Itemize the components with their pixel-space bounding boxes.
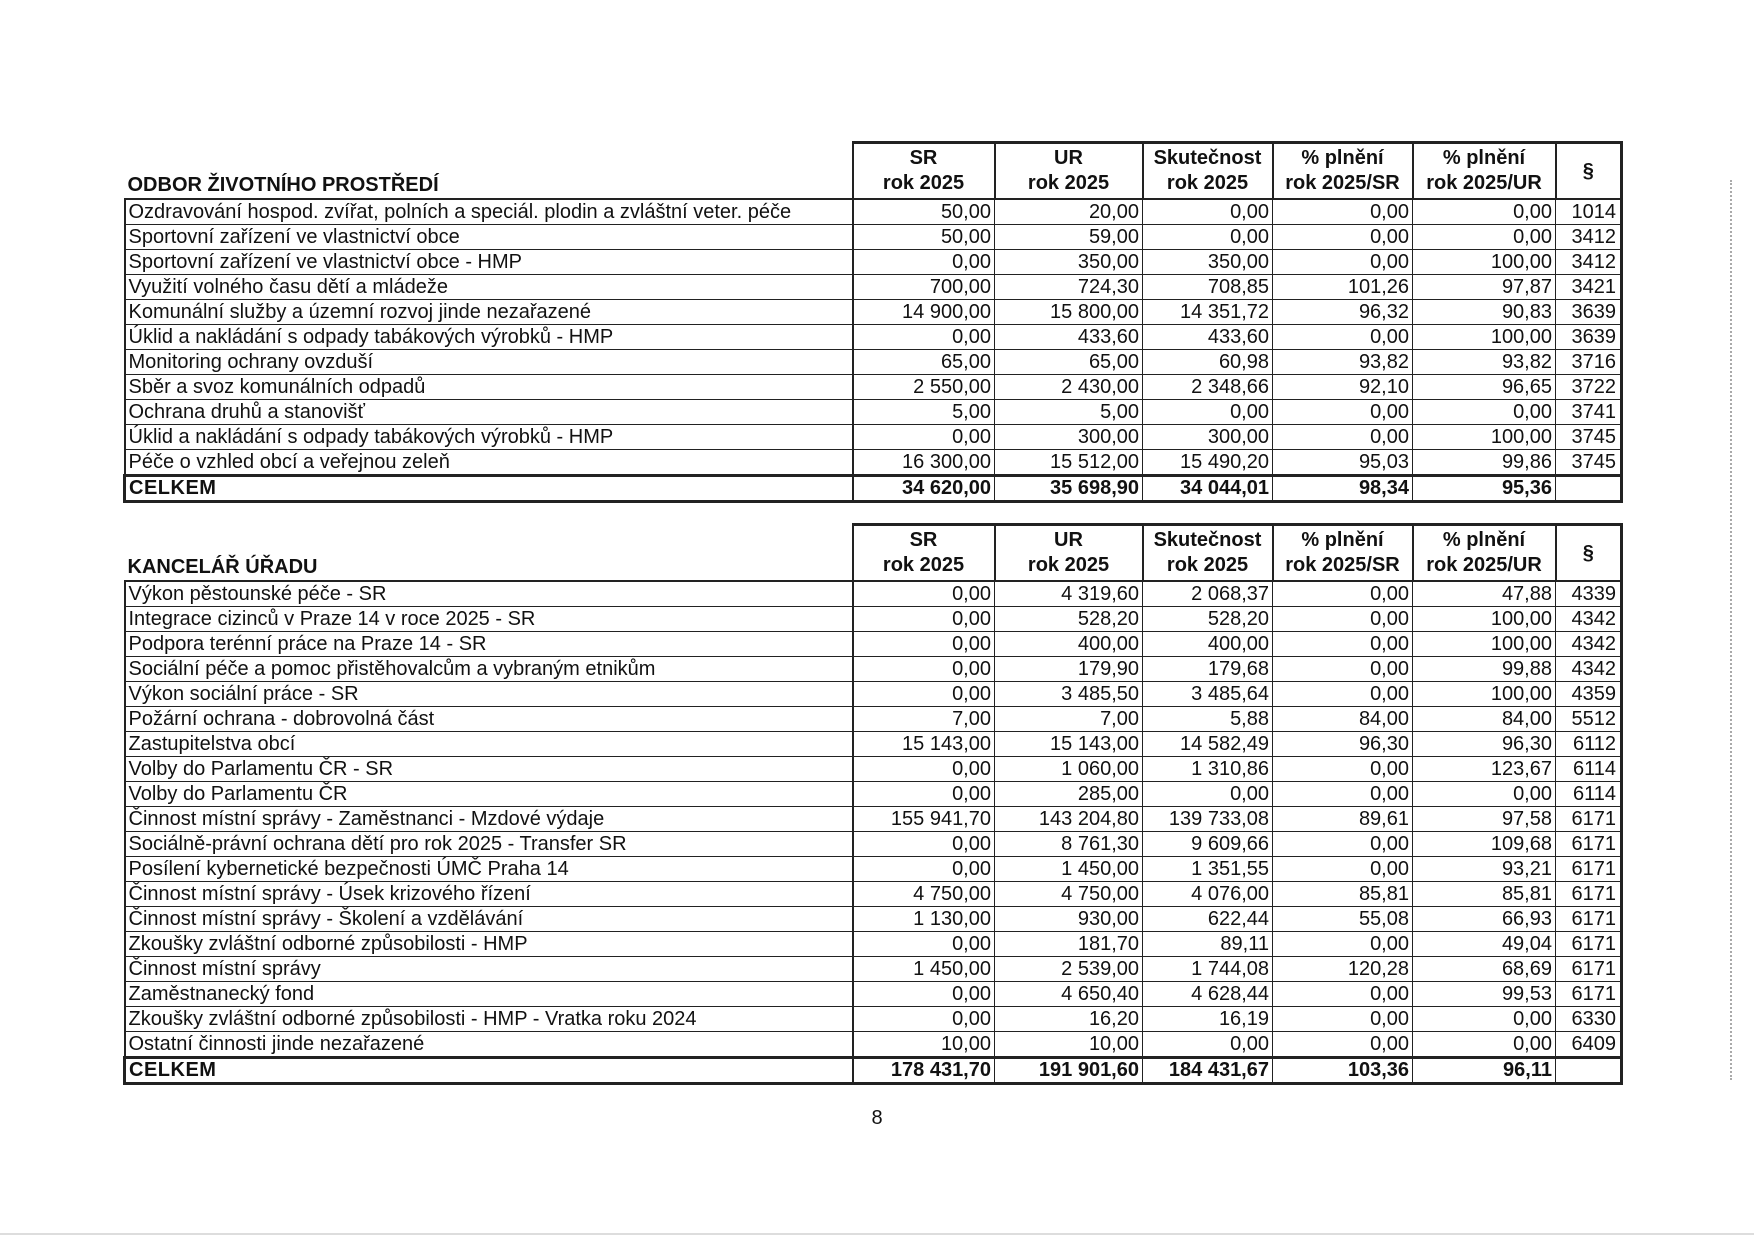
cell-ur: 15 800,00	[995, 300, 1143, 325]
cell-paragraph: 6171	[1556, 932, 1622, 957]
cell-pct-sr: 93,82	[1273, 350, 1413, 375]
cell-pct-ur: 123,67	[1413, 757, 1556, 782]
cell-pct-ur: 0,00	[1413, 1007, 1556, 1032]
total-pct-ur: 96,11	[1413, 1058, 1556, 1084]
total-skut: 34 044,01	[1143, 476, 1273, 502]
row-label: Péče o vzhled obcí a veřejnou zeleň	[125, 450, 853, 476]
cell-pct-sr: 96,32	[1273, 300, 1413, 325]
cell-pct-ur: 96,30	[1413, 732, 1556, 757]
cell-sr: 15 143,00	[853, 732, 995, 757]
cell-paragraph: 1014	[1556, 199, 1622, 225]
cell-sr: 50,00	[853, 225, 995, 250]
total-ur: 191 901,60	[995, 1058, 1143, 1084]
cell-skut: 400,00	[1143, 632, 1273, 657]
row-label: Sběr a svoz komunálních odpadů	[125, 375, 853, 400]
cell-paragraph: 3639	[1556, 300, 1622, 325]
table-header-row	[125, 525, 1622, 582]
row-label: Činnost místní správy - Úsek krizového řízení	[125, 882, 853, 907]
table-header-row	[125, 143, 1622, 200]
cell-paragraph: 6112	[1556, 732, 1622, 757]
table-row	[125, 807, 1622, 832]
cell-sr: 10,00	[853, 1032, 995, 1058]
column-header-pct-ur: % plnění rok 2025/UR	[1413, 143, 1556, 200]
cell-ur: 15 512,00	[995, 450, 1143, 476]
cell-ur: 143 204,80	[995, 807, 1143, 832]
cell-paragraph: 6171	[1556, 982, 1622, 1007]
total-row	[125, 476, 1622, 502]
cell-paragraph: 4342	[1556, 607, 1622, 632]
cell-ur: 350,00	[995, 250, 1143, 275]
cell-ur: 433,60	[995, 325, 1143, 350]
column-header-skutecnost: Skutečnost rok 2025	[1143, 525, 1273, 582]
cell-pct-ur: 109,68	[1413, 832, 1556, 857]
row-label: Využití volného času dětí a mládeže	[125, 275, 853, 300]
cell-paragraph: 4342	[1556, 632, 1622, 657]
row-label: Úklid a nakládání s odpady tabákových výrobků - HMP	[125, 325, 853, 350]
cell-ur: 3 485,50	[995, 682, 1143, 707]
table-row	[125, 707, 1622, 732]
cell-pct-ur: 97,58	[1413, 807, 1556, 832]
table-row	[125, 632, 1622, 657]
cell-pct-sr: 0,00	[1273, 932, 1413, 957]
cell-paragraph: 6171	[1556, 957, 1622, 982]
cell-pct-ur: 84,00	[1413, 707, 1556, 732]
cell-skut: 3 485,64	[1143, 682, 1273, 707]
table-row	[125, 757, 1622, 782]
cell-pct-ur: 99,53	[1413, 982, 1556, 1007]
table-row	[125, 732, 1622, 757]
total-paragraph-empty	[1556, 1058, 1622, 1084]
cell-sr: 1 450,00	[853, 957, 995, 982]
table-row	[125, 857, 1622, 882]
total-sr: 178 431,70	[853, 1058, 995, 1084]
total-label: CELKEM	[125, 476, 853, 502]
cell-pct-sr: 0,00	[1273, 782, 1413, 807]
column-header-paragraph: §	[1556, 143, 1622, 200]
table-row	[125, 657, 1622, 682]
column-header-pct-sr: % plnění rok 2025/SR	[1273, 143, 1413, 200]
cell-skut: 0,00	[1143, 782, 1273, 807]
cell-skut: 300,00	[1143, 425, 1273, 450]
cell-sr: 0,00	[853, 982, 995, 1007]
cell-ur: 724,30	[995, 275, 1143, 300]
total-pct-ur: 95,36	[1413, 476, 1556, 502]
cell-sr: 0,00	[853, 932, 995, 957]
row-label: Sociálně-právní ochrana dětí pro rok 2025 - Transfer SR	[125, 832, 853, 857]
cell-sr: 0,00	[853, 581, 995, 607]
cell-ur: 528,20	[995, 607, 1143, 632]
cell-sr: 16 300,00	[853, 450, 995, 476]
row-label: Volby do Parlamentu ČR	[125, 782, 853, 807]
row-label: Činnost místní správy - Zaměstnanci - Mzdové výdaje	[125, 807, 853, 832]
section-title: ODBOR ŽIVOTNÍHO PROSTŘEDÍ	[125, 143, 853, 200]
cell-ur: 4 750,00	[995, 882, 1143, 907]
cell-pct-sr: 0,00	[1273, 250, 1413, 275]
cell-pct-ur: 49,04	[1413, 932, 1556, 957]
cell-pct-ur: 0,00	[1413, 782, 1556, 807]
table-row	[125, 275, 1622, 300]
table-row	[125, 1007, 1622, 1032]
cell-paragraph: 3745	[1556, 425, 1622, 450]
cell-sr: 65,00	[853, 350, 995, 375]
cell-pct-ur: 100,00	[1413, 425, 1556, 450]
row-label: Zkoušky zvláštní odborné způsobilosti - HMP - Vratka roku 2024	[125, 1007, 853, 1032]
column-header-sr: SR rok 2025	[853, 143, 995, 200]
cell-ur: 59,00	[995, 225, 1143, 250]
cell-sr: 700,00	[853, 275, 995, 300]
cell-pct-sr: 0,00	[1273, 857, 1413, 882]
total-label: CELKEM	[125, 1058, 853, 1084]
row-label: Monitoring ochrany ovzduší	[125, 350, 853, 375]
column-header-sr: SR rok 2025	[853, 525, 995, 582]
cell-paragraph: 6114	[1556, 782, 1622, 807]
cell-pct-sr: 0,00	[1273, 632, 1413, 657]
cell-skut: 1 744,08	[1143, 957, 1273, 982]
row-label: Sportovní zařízení ve vlastnictví obce - HMP	[125, 250, 853, 275]
cell-pct-ur: 93,21	[1413, 857, 1556, 882]
cell-pct-sr: 85,81	[1273, 882, 1413, 907]
cell-skut: 2 348,66	[1143, 375, 1273, 400]
cell-pct-ur: 100,00	[1413, 682, 1556, 707]
column-header-ur: UR rok 2025	[995, 143, 1143, 200]
cell-sr: 0,00	[853, 325, 995, 350]
cell-skut: 0,00	[1143, 225, 1273, 250]
cell-sr: 0,00	[853, 632, 995, 657]
cell-skut: 1 351,55	[1143, 857, 1273, 882]
column-header-skutecnost: Skutečnost rok 2025	[1143, 143, 1273, 200]
cell-sr: 0,00	[853, 832, 995, 857]
cell-pct-sr: 0,00	[1273, 400, 1413, 425]
cell-paragraph: 6171	[1556, 907, 1622, 932]
column-header-paragraph: §	[1556, 525, 1622, 582]
cell-ur: 20,00	[995, 199, 1143, 225]
cell-ur: 2 430,00	[995, 375, 1143, 400]
cell-skut: 14 582,49	[1143, 732, 1273, 757]
cell-skut: 15 490,20	[1143, 450, 1273, 476]
cell-skut: 9 609,66	[1143, 832, 1273, 857]
cell-skut: 4 076,00	[1143, 882, 1273, 907]
cell-sr: 0,00	[853, 657, 995, 682]
row-label: Ostatní činnosti jinde nezařazené	[125, 1032, 853, 1058]
cell-ur: 4 650,40	[995, 982, 1143, 1007]
cell-pct-ur: 100,00	[1413, 325, 1556, 350]
table-row	[125, 400, 1622, 425]
cell-sr: 0,00	[853, 425, 995, 450]
cell-pct-ur: 100,00	[1413, 607, 1556, 632]
total-row	[125, 1058, 1622, 1084]
cell-ur: 4 319,60	[995, 581, 1143, 607]
row-label: Činnost místní správy	[125, 957, 853, 982]
table-row	[125, 450, 1622, 476]
total-pct-sr: 103,36	[1273, 1058, 1413, 1084]
table-row	[125, 225, 1622, 250]
cell-paragraph: 3421	[1556, 275, 1622, 300]
row-label: Ochrana druhů a stanovišť	[125, 400, 853, 425]
cell-skut: 16,19	[1143, 1007, 1273, 1032]
cell-pct-sr: 0,00	[1273, 832, 1413, 857]
cell-sr: 0,00	[853, 757, 995, 782]
total-ur: 35 698,90	[995, 476, 1143, 502]
cell-pct-ur: 85,81	[1413, 882, 1556, 907]
cell-pct-sr: 101,26	[1273, 275, 1413, 300]
table-row	[125, 350, 1622, 375]
cell-sr: 14 900,00	[853, 300, 995, 325]
cell-pct-ur: 93,82	[1413, 350, 1556, 375]
cell-pct-ur: 99,88	[1413, 657, 1556, 682]
cell-skut: 14 351,72	[1143, 300, 1273, 325]
column-header-ur: UR rok 2025	[995, 525, 1143, 582]
row-label: Sportovní zařízení ve vlastnictví obce	[125, 225, 853, 250]
cell-sr: 2 550,00	[853, 375, 995, 400]
cell-ur: 7,00	[995, 707, 1143, 732]
row-label: Integrace cizinců v Praze 14 v roce 2025 - SR	[125, 607, 853, 632]
total-skut: 184 431,67	[1143, 1058, 1273, 1084]
cell-skut: 1 310,86	[1143, 757, 1273, 782]
table-row	[125, 882, 1622, 907]
cell-ur: 5,00	[995, 400, 1143, 425]
cell-skut: 708,85	[1143, 275, 1273, 300]
column-header-pct-sr: % plnění rok 2025/SR	[1273, 525, 1413, 582]
row-label: Ozdravování hospod. zvířat, polních a speciál. plodin a zvláštní veter. péče	[125, 199, 853, 225]
row-label: Posílení kybernetické bezpečnosti ÚMČ Praha 14	[125, 857, 853, 882]
cell-sr: 0,00	[853, 1007, 995, 1032]
table-row	[125, 932, 1622, 957]
cell-pct-sr: 0,00	[1273, 757, 1413, 782]
cell-pct-sr: 120,28	[1273, 957, 1413, 982]
cell-ur: 16,20	[995, 1007, 1143, 1032]
cell-paragraph: 6171	[1556, 832, 1622, 857]
cell-sr: 5,00	[853, 400, 995, 425]
cell-pct-ur: 47,88	[1413, 581, 1556, 607]
column-header-pct-ur: % plnění rok 2025/UR	[1413, 525, 1556, 582]
cell-pct-ur: 0,00	[1413, 199, 1556, 225]
table-row	[125, 607, 1622, 632]
cell-pct-sr: 55,08	[1273, 907, 1413, 932]
row-label: Volby do Parlamentu ČR - SR	[125, 757, 853, 782]
cell-paragraph: 6171	[1556, 857, 1622, 882]
cell-paragraph: 3716	[1556, 350, 1622, 375]
total-pct-sr: 98,34	[1273, 476, 1413, 502]
cell-pct-sr: 96,30	[1273, 732, 1413, 757]
cell-ur: 8 761,30	[995, 832, 1143, 857]
cell-pct-sr: 0,00	[1273, 1007, 1413, 1032]
cell-pct-sr: 0,00	[1273, 1032, 1413, 1058]
cell-ur: 2 539,00	[995, 957, 1143, 982]
cell-paragraph: 4339	[1556, 581, 1622, 607]
cell-pct-sr: 0,00	[1273, 581, 1413, 607]
cell-pct-ur: 90,83	[1413, 300, 1556, 325]
cell-pct-sr: 89,61	[1273, 807, 1413, 832]
cell-sr: 0,00	[853, 857, 995, 882]
cell-skut: 0,00	[1143, 199, 1273, 225]
cell-paragraph: 3412	[1556, 225, 1622, 250]
row-label: Požární ochrana - dobrovolná část	[125, 707, 853, 732]
cell-skut: 139 733,08	[1143, 807, 1273, 832]
table-row	[125, 682, 1622, 707]
cell-pct-sr: 84,00	[1273, 707, 1413, 732]
cell-ur: 10,00	[995, 1032, 1143, 1058]
cell-paragraph: 3741	[1556, 400, 1622, 425]
page-number: 8	[871, 1107, 883, 1129]
budget-table-environment	[123, 141, 1623, 503]
cell-pct-ur: 97,87	[1413, 275, 1556, 300]
cell-paragraph: 6409	[1556, 1032, 1622, 1058]
cell-pct-ur: 0,00	[1413, 1032, 1556, 1058]
cell-ur: 930,00	[995, 907, 1143, 932]
budget-table-office	[123, 523, 1623, 1085]
section-title: KANCELÁŘ ÚŘADU	[125, 525, 853, 582]
table-row	[125, 832, 1622, 857]
cell-skut: 60,98	[1143, 350, 1273, 375]
table-row	[125, 325, 1622, 350]
cell-pct-ur: 0,00	[1413, 225, 1556, 250]
row-label: Podpora terénní práce na Praze 14 - SR	[125, 632, 853, 657]
table-row	[125, 250, 1622, 275]
cell-sr: 0,00	[853, 607, 995, 632]
cell-pct-ur: 96,65	[1413, 375, 1556, 400]
cell-pct-ur: 100,00	[1413, 250, 1556, 275]
scan-bottom-edge	[0, 1233, 1754, 1235]
cell-skut: 5,88	[1143, 707, 1273, 732]
cell-skut: 350,00	[1143, 250, 1273, 275]
cell-pct-sr: 0,00	[1273, 325, 1413, 350]
scan-edge-marks	[1730, 180, 1735, 1080]
row-label: Sociální péče a pomoc přistěhovalcům a vybraným etnikům	[125, 657, 853, 682]
cell-skut: 528,20	[1143, 607, 1273, 632]
cell-ur: 1 060,00	[995, 757, 1143, 782]
cell-pct-sr: 0,00	[1273, 225, 1413, 250]
table-row	[125, 782, 1622, 807]
cell-ur: 1 450,00	[995, 857, 1143, 882]
table-row	[125, 581, 1622, 607]
cell-pct-sr: 0,00	[1273, 657, 1413, 682]
row-label: Výkon pěstounské péče - SR	[125, 581, 853, 607]
cell-pct-sr: 92,10	[1273, 375, 1413, 400]
cell-paragraph: 3639	[1556, 325, 1622, 350]
cell-pct-sr: 0,00	[1273, 607, 1413, 632]
cell-paragraph: 3722	[1556, 375, 1622, 400]
cell-pct-ur: 99,86	[1413, 450, 1556, 476]
cell-sr: 0,00	[853, 682, 995, 707]
table-row	[125, 300, 1622, 325]
row-label: Zkoušky zvláštní odborné způsobilosti - HMP	[125, 932, 853, 957]
cell-skut: 4 628,44	[1143, 982, 1273, 1007]
cell-sr: 50,00	[853, 199, 995, 225]
cell-ur: 65,00	[995, 350, 1143, 375]
table-row	[125, 982, 1622, 1007]
table-row	[125, 375, 1622, 400]
cell-ur: 300,00	[995, 425, 1143, 450]
cell-ur: 400,00	[995, 632, 1143, 657]
cell-skut: 179,68	[1143, 657, 1273, 682]
cell-sr: 4 750,00	[853, 882, 995, 907]
cell-sr: 155 941,70	[853, 807, 995, 832]
cell-paragraph: 6114	[1556, 757, 1622, 782]
table-row	[125, 957, 1622, 982]
cell-sr: 0,00	[853, 250, 995, 275]
row-label: Výkon sociální práce - SR	[125, 682, 853, 707]
cell-paragraph: 4359	[1556, 682, 1622, 707]
table-row	[125, 425, 1622, 450]
total-sr: 34 620,00	[853, 476, 995, 502]
table-row	[125, 1032, 1622, 1058]
cell-paragraph: 4342	[1556, 657, 1622, 682]
cell-pct-sr: 95,03	[1273, 450, 1413, 476]
cell-paragraph: 6330	[1556, 1007, 1622, 1032]
cell-paragraph: 3412	[1556, 250, 1622, 275]
cell-skut: 433,60	[1143, 325, 1273, 350]
cell-pct-ur: 100,00	[1413, 632, 1556, 657]
cell-pct-sr: 0,00	[1273, 425, 1413, 450]
cell-ur: 15 143,00	[995, 732, 1143, 757]
cell-ur: 179,90	[995, 657, 1143, 682]
table-body	[125, 199, 1622, 502]
row-label: Komunální služby a územní rozvoj jinde nezařazené	[125, 300, 853, 325]
cell-skut: 2 068,37	[1143, 581, 1273, 607]
cell-paragraph: 5512	[1556, 707, 1622, 732]
cell-skut: 0,00	[1143, 1032, 1273, 1058]
cell-ur: 181,70	[995, 932, 1143, 957]
table-row	[125, 199, 1622, 225]
table-body	[125, 581, 1622, 1084]
total-paragraph-empty	[1556, 476, 1622, 502]
row-label: Zastupitelstva obcí	[125, 732, 853, 757]
cell-ur: 285,00	[995, 782, 1143, 807]
table-row	[125, 907, 1622, 932]
cell-skut: 89,11	[1143, 932, 1273, 957]
cell-pct-sr: 0,00	[1273, 682, 1413, 707]
row-label: Úklid a nakládání s odpady tabákových výrobků - HMP	[125, 425, 853, 450]
cell-skut: 622,44	[1143, 907, 1273, 932]
cell-skut: 0,00	[1143, 400, 1273, 425]
cell-pct-ur: 0,00	[1413, 400, 1556, 425]
row-label: Činnost místní správy - Školení a vzdělávání	[125, 907, 853, 932]
cell-paragraph: 3745	[1556, 450, 1622, 476]
cell-pct-sr: 0,00	[1273, 982, 1413, 1007]
cell-pct-ur: 66,93	[1413, 907, 1556, 932]
cell-sr: 1 130,00	[853, 907, 995, 932]
cell-paragraph: 6171	[1556, 882, 1622, 907]
row-label: Zaměstnanecký fond	[125, 982, 853, 1007]
cell-sr: 7,00	[853, 707, 995, 732]
cell-pct-sr: 0,00	[1273, 199, 1413, 225]
cell-sr: 0,00	[853, 782, 995, 807]
cell-pct-ur: 68,69	[1413, 957, 1556, 982]
cell-paragraph: 6171	[1556, 807, 1622, 832]
